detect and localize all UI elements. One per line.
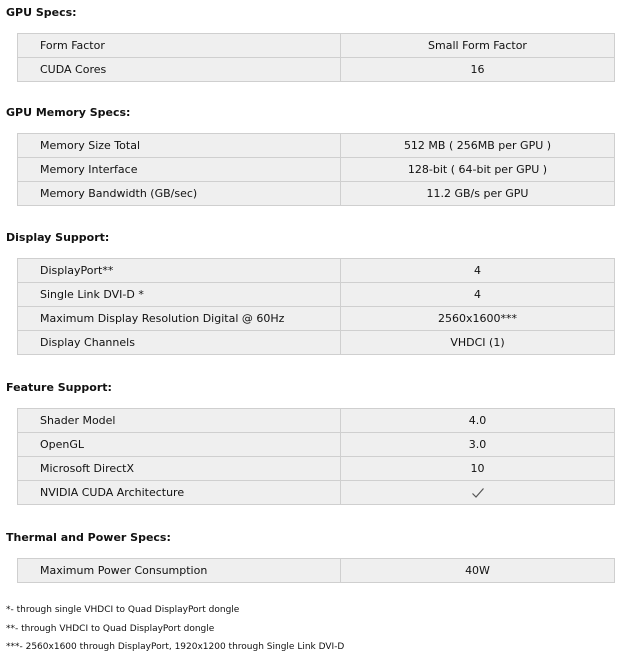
spec-label: Memory Size Total bbox=[18, 134, 341, 158]
spec-label: Shader Model bbox=[18, 409, 341, 433]
table-row bbox=[18, 457, 615, 481]
table-row bbox=[18, 307, 615, 331]
spec-value: 40W bbox=[341, 559, 615, 583]
spec-value: 11.2 GB/s per GPU bbox=[341, 182, 615, 206]
gpu-specs-table bbox=[17, 33, 615, 82]
table-row bbox=[18, 58, 615, 82]
section-title-thermal-power-specs: Thermal and Power Specs: bbox=[6, 531, 171, 544]
table-row bbox=[18, 409, 615, 433]
table-row bbox=[18, 182, 615, 206]
spec-value: 4 bbox=[341, 283, 615, 307]
table-row bbox=[18, 559, 615, 583]
spec-label: CUDA Cores bbox=[18, 58, 341, 82]
spec-label: Display Channels bbox=[18, 331, 341, 355]
display-support-table bbox=[17, 258, 615, 355]
spec-label: NVIDIA CUDA Architecture bbox=[18, 481, 341, 505]
section-title-gpu-specs: GPU Specs: bbox=[6, 6, 77, 19]
thermal-power-specs-table bbox=[17, 558, 615, 583]
spec-label: Memory Bandwidth (GB/sec) bbox=[18, 182, 341, 206]
table-row bbox=[18, 433, 615, 457]
section-title-display-support: Display Support: bbox=[6, 231, 110, 244]
table-row bbox=[18, 158, 615, 182]
feature-support-table bbox=[17, 408, 615, 505]
spec-label: Maximum Display Resolution Digital @ 60Hz bbox=[18, 307, 341, 331]
table-row bbox=[18, 283, 615, 307]
spec-label: Maximum Power Consumption bbox=[18, 559, 341, 583]
spec-value: 4.0 bbox=[341, 409, 615, 433]
footnote: ***- 2560x1600 through DisplayPort, 1920x1200 through Single Link DVI-D bbox=[6, 642, 345, 652]
spec-value: 10 bbox=[341, 457, 615, 481]
spec-value bbox=[341, 481, 615, 505]
table-row bbox=[18, 259, 615, 283]
spec-value: VHDCI (1) bbox=[341, 331, 615, 355]
spec-label: DisplayPort** bbox=[18, 259, 341, 283]
spec-label: OpenGL bbox=[18, 433, 341, 457]
gpu-memory-specs-table bbox=[17, 133, 615, 206]
section-title-feature-support: Feature Support: bbox=[6, 381, 112, 394]
footnote: **- through VHDCI to Quad DisplayPort dongle bbox=[6, 624, 215, 634]
spec-label: Single Link DVI-D * bbox=[18, 283, 341, 307]
spec-value: Small Form Factor bbox=[341, 34, 615, 58]
spec-label: Form Factor bbox=[18, 34, 341, 58]
checkmark-icon bbox=[471, 487, 485, 499]
section-title-gpu-memory-specs: GPU Memory Specs: bbox=[6, 106, 131, 119]
spec-label: Memory Interface bbox=[18, 158, 341, 182]
spec-value: 16 bbox=[341, 58, 615, 82]
table-row bbox=[18, 481, 615, 505]
spec-value: 3.0 bbox=[341, 433, 615, 457]
spec-label: Microsoft DirectX bbox=[18, 457, 341, 481]
spec-value: 4 bbox=[341, 259, 615, 283]
table-row bbox=[18, 331, 615, 355]
table-row bbox=[18, 34, 615, 58]
spec-value: 512 MB ( 256MB per GPU ) bbox=[341, 134, 615, 158]
footnote: *- through single VHDCI to Quad DisplayPort dongle bbox=[6, 605, 240, 615]
spec-value: 128-bit ( 64-bit per GPU ) bbox=[341, 158, 615, 182]
spec-value: 2560x1600*** bbox=[341, 307, 615, 331]
table-row bbox=[18, 134, 615, 158]
